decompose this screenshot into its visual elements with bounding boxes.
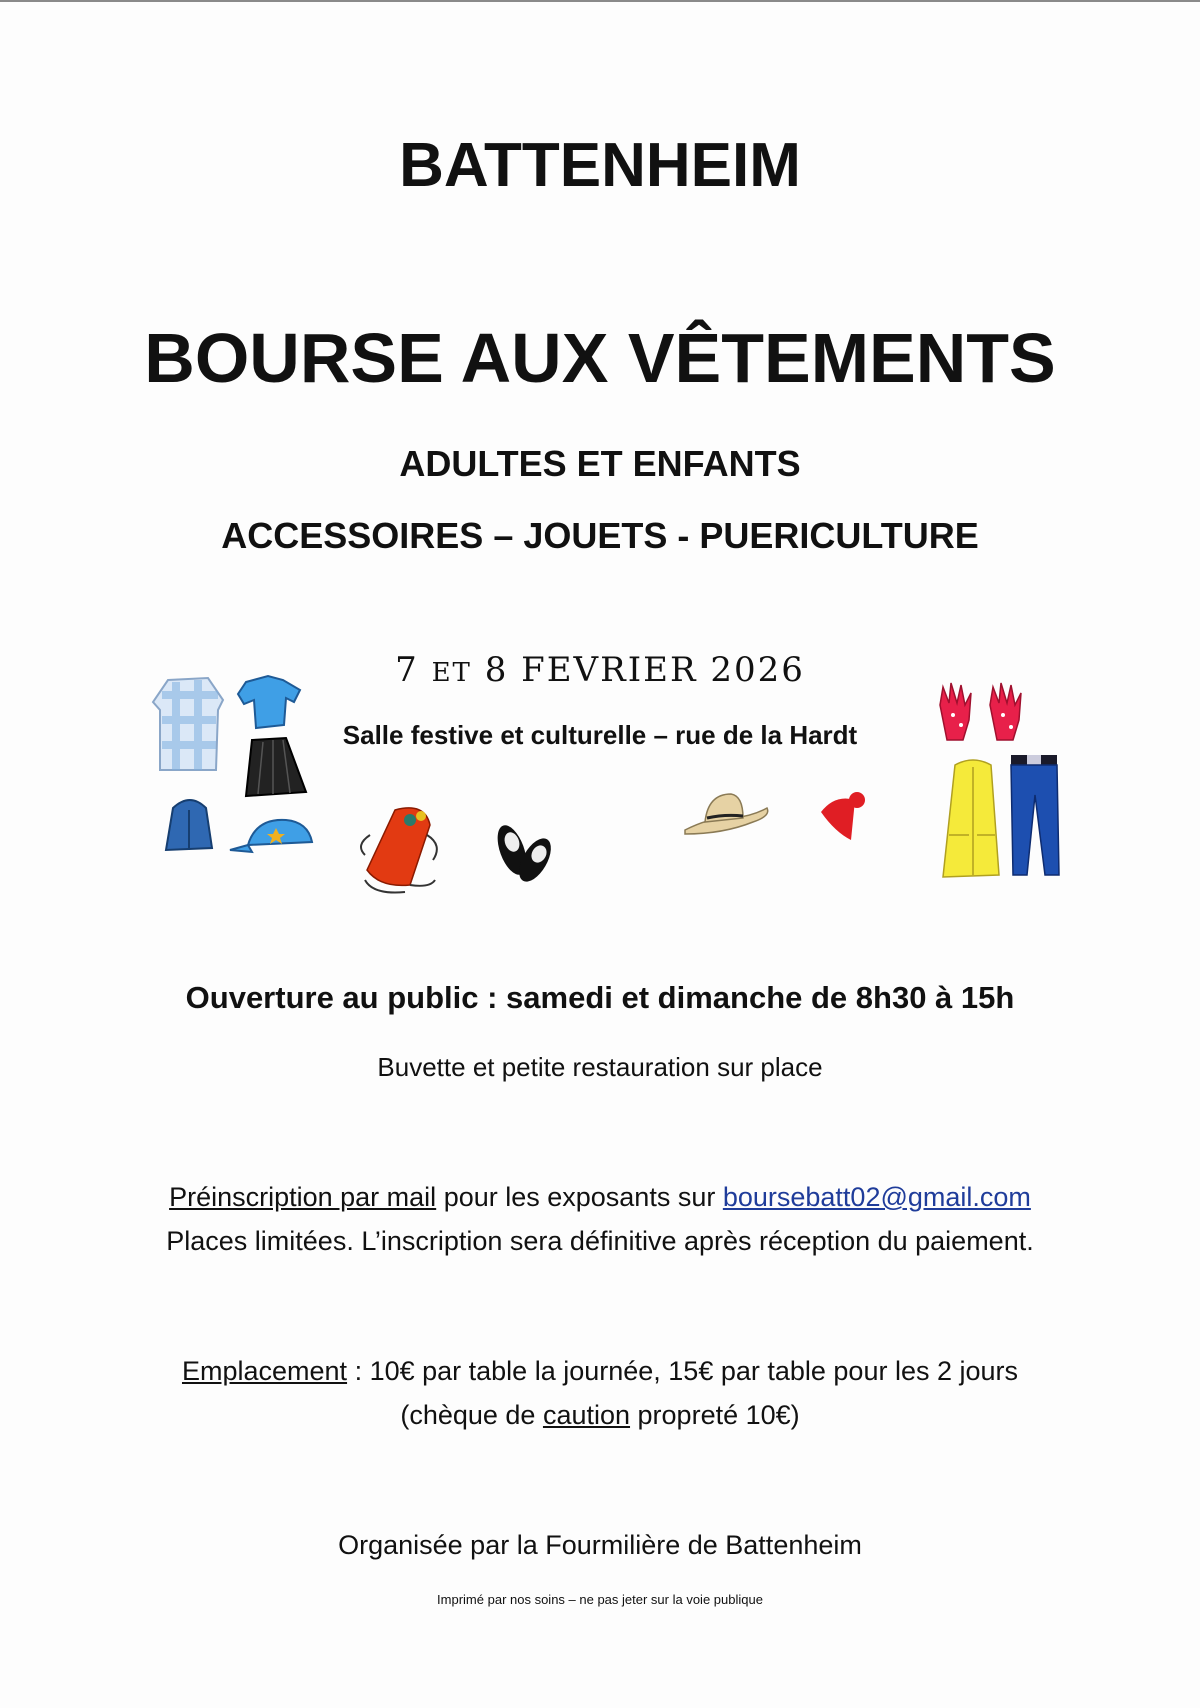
- registration-line: [0, 1182, 1200, 1213]
- registration-text: pour les exposants sur: [436, 1182, 723, 1212]
- registration-label: Préinscription par mail: [169, 1182, 437, 1212]
- opening-hours: Ouverture au public : samedi et dimanche de 8h30 à 15h: [185, 980, 1015, 1015]
- date-and: ET: [431, 658, 472, 688]
- refreshments-note: Buvette et petite restauration sur place: [377, 1052, 823, 1082]
- black-shoes-icon: [490, 812, 565, 887]
- footer-note: Imprimé par nos soins – ne pas jeter sur la voie publique: [437, 1592, 763, 1607]
- date-day1: 7: [395, 650, 419, 690]
- blue-jacket-icon: [166, 800, 212, 850]
- red-gloves-icon: [940, 683, 1021, 740]
- organizer: Organisée par la Fourmilière de Battenheim: [338, 1530, 862, 1560]
- yellow-raincoat-icon: [943, 760, 999, 877]
- pricing-line: [0, 1356, 1200, 1387]
- audience-subtitle: ADULTES ET ENFANTS: [399, 443, 801, 484]
- red-beanie-icon: [815, 790, 875, 850]
- left-clothing-illustration: [148, 670, 318, 860]
- registration-note: Places limitées. L’inscription sera définitive après réception du paiement.: [166, 1226, 1034, 1256]
- categories-subtitle: ACCESSOIRES – JOUETS - PUERICULTURE: [221, 515, 979, 556]
- pricing-label: Emplacement: [181, 1356, 348, 1386]
- black-skirt-icon: [246, 738, 306, 796]
- blue-tshirt-icon: [238, 676, 300, 728]
- right-clothing-illustration: [935, 675, 1095, 885]
- plaid-shirt-icon: [153, 678, 223, 770]
- date-rest: 8 FEVRIER 2026: [484, 650, 805, 690]
- blue-cap-icon: [230, 820, 312, 852]
- straw-hat-icon: [683, 788, 773, 838]
- town-heading: BATTENHEIM: [399, 131, 801, 200]
- pricing-text: : 10€ par table la journée, 15€ par table pour les 2 jours: [347, 1356, 1019, 1386]
- baby-bouncer-icon: [355, 800, 465, 900]
- deposit-prefix: (chèque de: [400, 1400, 543, 1430]
- blue-jeans-icon: [1011, 755, 1059, 875]
- deposit-suffix: propreté 10€): [630, 1400, 800, 1430]
- email-link[interactable]: boursebatt02@gmail.com: [722, 1182, 1031, 1212]
- deposit-line: [0, 1400, 1200, 1431]
- scan-edge-line: [0, 0, 1200, 2]
- deposit-label: caution: [542, 1400, 631, 1430]
- venue: Salle festive et culturelle – rue de la Hardt: [342, 720, 858, 750]
- page-title: BOURSE AUX VÊTEMENTS: [144, 319, 1056, 397]
